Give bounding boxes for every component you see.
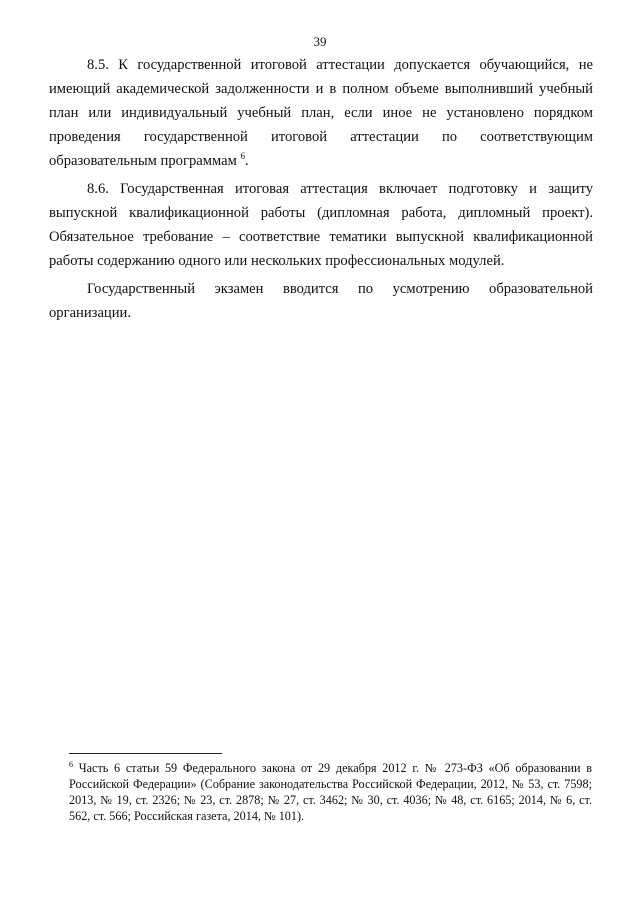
document-body <box>49 53 593 325</box>
footnote-text: Часть 6 статьи 59 Федерального закона от 29 декабря 2012 г. № 273-ФЗ «Об образовании в Российской Федерации» (Собрание законодательства Российской Федерации, 2012, № 53, ст. 7598; 2013, № 19, ст. 2326; № 23, ст. 2878; № 27, ст. 3462; № 30, ст. 4036; № 48, ст. 6165; 2014, № 6, ст. 562, ст. 566; Российская газета, 2014, № 101). <box>69 761 593 823</box>
paragraph-state-exam: Государственный экзамен вводится по усмотрению образовательной организации. <box>49 281 593 321</box>
footnote <box>69 760 592 824</box>
paragraph-text: 8.5. К государственной итоговой аттестации допускается обучающийся, не имеющий академической задолженности и в полном объеме выполнивший учебный план или индивидуальный учебный план, если иное не установлено порядком проведения государственной итоговой аттестации по соответствующим образовательным программам <box>49 57 593 169</box>
paragraph-8-6: 8.6. Государственная итоговая аттестация включает подготовку и защиту выпускной квалификационной работы (дипломная работа, дипломный проект). Обязательное требование – соответствие тематики выпускной квалификационной работы содержанию одного или нескольких профессиональных модулей. <box>49 181 593 269</box>
footnote-marker: 6 <box>69 760 73 769</box>
footnote-reference[interactable]: 6 <box>240 151 245 161</box>
page-number: 39 <box>313 34 327 49</box>
paragraph-8-5 <box>49 53 593 173</box>
footnote-separator <box>69 753 222 754</box>
paragraph-tail: . <box>244 153 249 169</box>
